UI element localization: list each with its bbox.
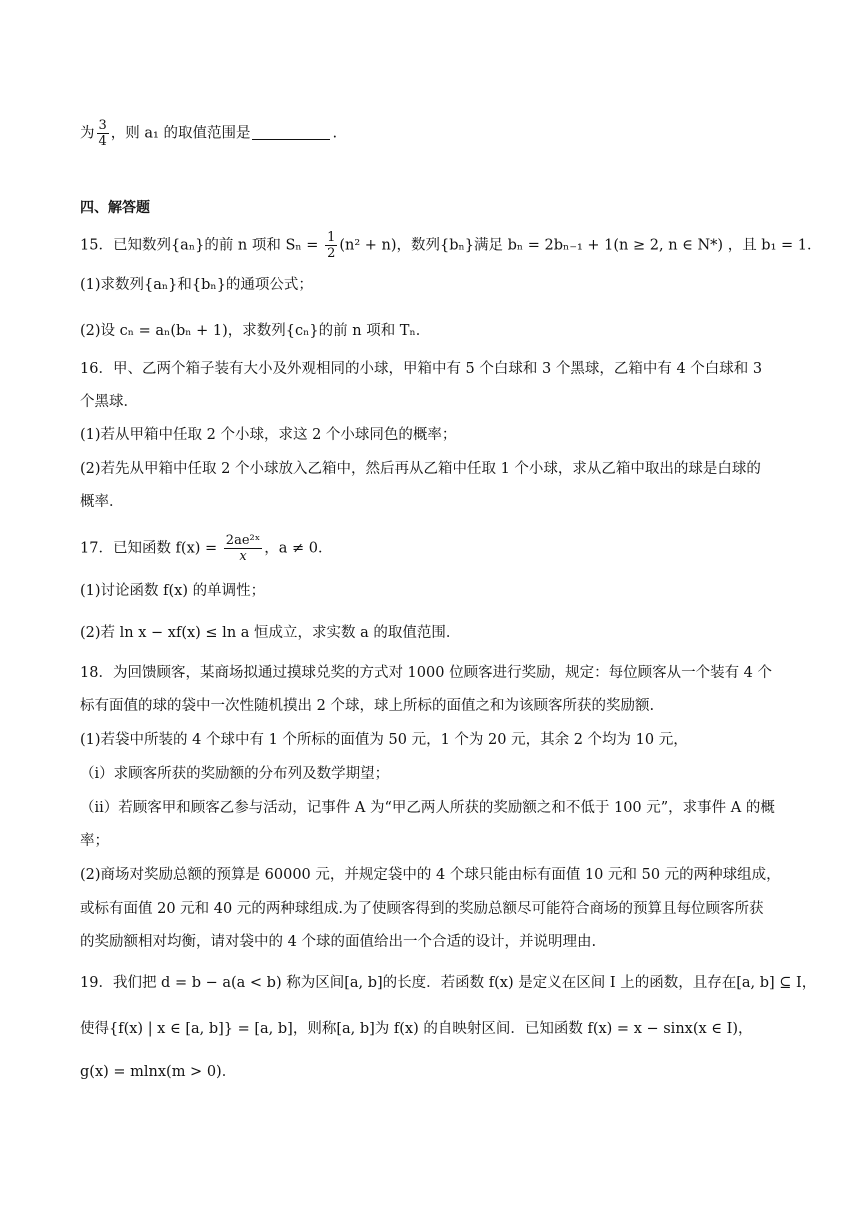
q18-stem-line1: 18．为回馈顾客，某商场拟通过摸球兑奖的方式对 1000 位顾客进行奖励，规定：每位顾客从一个装有 4 个 <box>80 665 773 681</box>
q18-part1-ii-line1: （ii）若顾客甲和顾客乙参与活动，记事件 A 为“甲乙两人所获的奖励额之和不低于 100 元”，求事件 A 的概 <box>80 800 775 816</box>
q19-stem-line1: 19．我们把 d = b − a(a < b) 称为区间[a, b]的长度．若函数 f(x) 是定义在区间 I 上的函数，且存在[a, b] ⊆ I， <box>80 975 817 991</box>
q14-fraction: $\frac{3}{4}$ <box>98 118 107 149</box>
answer-blank[interactable] <box>252 125 330 140</box>
q18-part2-line2: 或标有面值 20 元和 40 元的两种球组成.为了使顾客得到的奖励总额尽可能符合商场的预算且每位顾客所获 <box>80 901 764 917</box>
q17-stem: 17．已知函数 f(x) = $\frac{\text{2ae²ˣ}}{x}$ ，a ≠ 0． <box>80 533 333 564</box>
q18-part2-line3: 的奖励额相对均衡，请对袋中的 4 个球的面值给出一个合适的设计，并说明理由. <box>80 934 597 950</box>
q16-part1: (1)若从甲箱中任取 2 个小球，求这 2 个小球同色的概率； <box>80 427 457 443</box>
q16-stem-line2: 个黑球． <box>80 394 138 410</box>
q18-part2-line1: (2)商场对奖励总额的预算是 60000 元，并规定袋中的 4 个球只能由标有面值 10 元和 50 元的两种球组成， <box>80 867 781 883</box>
q18-part1: (1)若袋中所装的 4 个球中有 1 个所标的面值为 50 元，1 个为 20 元，其余 2 个均为 10 元， <box>80 732 688 748</box>
q14-continuation: 为 $\frac{3}{4}$ ，则 a₁ 的取值范围是 . <box>80 118 338 149</box>
q16-part2-line1: (2)若先从甲箱中任取 2 个小球放入乙箱中，然后再从乙箱中任取 1 个小球，求从乙箱中取出的球是白球的 <box>80 461 761 477</box>
q15-part2: (2)设 cₙ = aₙ(bₙ + 1)，求数列{cₙ}的前 n 项和 Tₙ． <box>80 323 431 339</box>
q18-part1-i: （i）求顾客所获的奖励额的分布列及数学期望； <box>80 766 390 782</box>
q14-text-post: ，则 a₁ 的取值范围是 <box>110 125 251 142</box>
q17-part2: (2)若 ln x − xf(x) ≤ ln a 恒成立，求实数 a 的取值范围． <box>80 625 461 641</box>
q19-stem-line2: 使得{f(x) | x ∈ [a, b]} = [a, b]，则称[a, b]为 f(x) 的自映射区间．已知函数 f(x) = x − sinx(x ∈ I)， <box>80 1021 753 1037</box>
q18-part1-ii-line2: 率； <box>80 833 109 849</box>
q15-stem: 15．已知数列{aₙ}的前 n 项和 Sₙ = $\frac{1}{2}$ (n² + n)，数列{bₙ}满足 bₙ = 2bₙ₋₁ + 1(n ≥ 2, n ∈ N*) ，且 b₁ = 1． <box>80 230 822 261</box>
section-title: 四、解答题 <box>80 200 150 216</box>
q16-stem-line1: 16．甲、乙两个箱子装有大小及外观相同的小球，甲箱中有 5 个白球和 3 个黑球，乙箱中有 4 个白球和 3 <box>80 361 763 377</box>
q17-fraction: $\frac{\text{2ae²ˣ}}{x}$ <box>225 533 261 564</box>
q15-fraction: $\frac{1}{2}$ <box>327 230 336 261</box>
q17-part1: (1)讨论函数 f(x) 的单调性； <box>80 583 266 599</box>
q18-stem-line2: 标有面值的球的袋中一次性随机摸出 2 个球，球上所标的面值之和为该顾客所获的奖励额. <box>80 698 655 714</box>
q14-text-pre: 为 <box>80 125 95 142</box>
q19-stem-line3: g(x) = mlnx(m > 0)． <box>80 1064 237 1080</box>
q16-part2-line2: 概率． <box>80 494 124 510</box>
q15-part1: (1)求数列{aₙ}和{bₙ}的通项公式； <box>80 277 313 293</box>
